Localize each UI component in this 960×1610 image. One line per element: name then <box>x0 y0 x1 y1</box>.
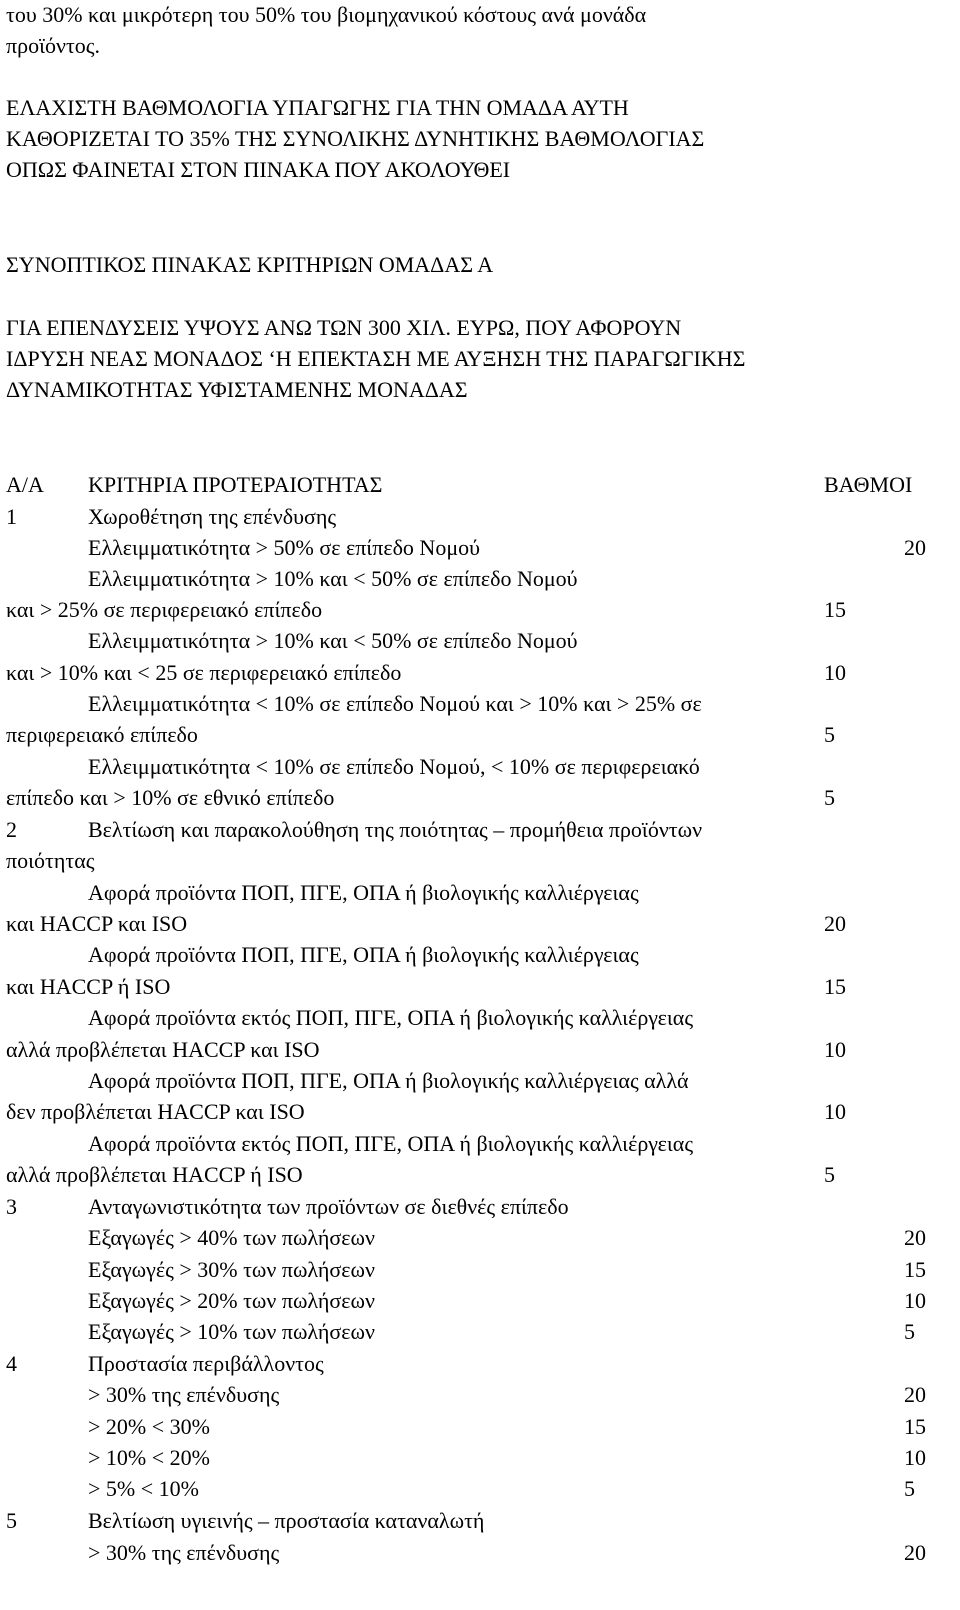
min-score-line-3: ΟΠΩΣ ΦΑΙΝΕΤΑΙ ΣΤΟΝ ΠΙΝΑΚΑ ΠΟΥ ΑΚΟΛΟΥΘΕΙ <box>6 157 511 182</box>
criterion-1-row-3-cont: και > 10% και < 25 σε περιφερειακό επίπεδο <box>6 660 402 685</box>
criterion-1-row-2-points: 15 <box>824 597 846 622</box>
criterion-1-row-5-cont: επίπεδο και > 10% σε εθνικό επίπεδο <box>6 785 335 810</box>
scope-line-1: ΓΙΑ ΕΠΕΝΔΥΣΕΙΣ ΥΨΟΥΣ ΑΝΩ ΤΩΝ 300 ΧΙΛ. ΕΥΡΩ, ΠΟΥ ΑΦΟΡΟΥΝ <box>6 315 682 340</box>
criterion-1-number: 1 <box>6 504 17 529</box>
criterion-1-row-2: Ελλειμματικότητα > 10% και < 50% σε επίπεδο Νομού <box>88 566 578 591</box>
criterion-3-row-2-points: 15 <box>904 1257 926 1282</box>
criterion-3-row-1-points: 20 <box>904 1225 926 1250</box>
criterion-2-title: Βελτίωση και παρακολούθηση της ποιότητας – προμήθεια προϊόντων <box>88 817 703 842</box>
intro-line-2: προϊόντος. <box>6 33 101 58</box>
criterion-4-row-2: > 20% < 30% <box>88 1414 210 1439</box>
criterion-2-row-1: Αφορά προϊόντα ΠΟΠ, ΠΓΕ, ΟΠΑ ή βιολογικής καλλιέργειας <box>88 880 639 905</box>
criterion-3-row-4: Εξαγωγές > 10% των πωλήσεων <box>88 1319 375 1344</box>
criterion-1-row-1-points: 20 <box>904 535 926 560</box>
criterion-4-title: Προστασία περιβάλλοντος <box>88 1351 324 1376</box>
criterion-2-row-3: Αφορά προϊόντα εκτός ΠΟΠ, ΠΓΕ, ΟΠΑ ή βιολογικής καλλιέργειας <box>88 1005 694 1030</box>
criterion-2-row-2-points: 15 <box>824 974 846 999</box>
criterion-2-row-3-cont: αλλά προβλέπεται HACCP και ISO <box>6 1037 320 1062</box>
criterion-2-row-1-points: 20 <box>824 911 846 936</box>
criterion-1-row-2-cont: και > 25% σε περιφερειακό επίπεδο <box>6 597 323 622</box>
header-points: ΒΑΘΜΟΙ <box>824 472 913 497</box>
criterion-1-row-3: Ελλειμματικότητα > 10% και < 50% σε επίπεδο Νομού <box>88 628 578 653</box>
criterion-1-row-4-points: 5 <box>824 722 835 747</box>
criterion-3-title: Ανταγωνιστικότητα των προϊόντων σε διεθνές επίπεδο <box>88 1194 569 1219</box>
criterion-2-row-3-points: 10 <box>824 1037 846 1062</box>
min-score-line-2: ΚΑΘΟΡΙΖΕΤΑΙ ΤΟ 35% ΤΗΣ ΣΥΝΟΛΙΚΗΣ ΔΥΝΗΤΙΚΗΣ ΒΑΘΜΟΛΟΓΙΑΣ <box>6 126 705 151</box>
criterion-2-row-4-points: 10 <box>824 1099 846 1124</box>
criterion-5-number: 5 <box>6 1508 17 1533</box>
criterion-3-number: 3 <box>6 1194 17 1219</box>
criterion-2-row-2-cont: και HACCP ή ISO <box>6 974 171 999</box>
min-score-line-1: ΕΛΑΧΙΣΤΗ ΒΑΘΜΟΛΟΓΙΑ ΥΠΑΓΩΓΗΣ ΓΙΑ ΤΗΝ ΟΜΑΔΑ ΑΥΤΗ <box>6 95 629 120</box>
criterion-1-row-4: Ελλειμματικότητα < 10% σε επίπεδο Νομού και > 10% και > 25% σε <box>88 691 702 716</box>
header-aa: Α/Α <box>6 472 44 497</box>
criterion-2-row-5: Αφορά προϊόντα εκτός ΠΟΠ, ΠΓΕ, ΟΠΑ ή βιολογικής καλλιέργειας <box>88 1131 694 1156</box>
table-title: ΣΥΝΟΠΤΙΚΟΣ ΠΙΝΑΚΑΣ ΚΡΙΤΗΡΙΩΝ ΟΜΑΔΑΣ Α <box>6 252 494 277</box>
scope-line-2: ΙΔΡΥΣΗ ΝΕΑΣ ΜΟΝΑΔΟΣ ‘Η ΕΠΕΚΤΑΣΗ ΜΕ ΑΥΞΗΣΗ ΤΗΣ ΠΑΡΑΓΩΓΙΚΗΣ <box>6 346 746 371</box>
scope-line-3: ΔΥΝΑΜΙΚΟΤΗΤΑΣ ΥΦΙΣΤΑΜΕΝΗΣ ΜΟΝΑΔΑΣ <box>6 377 468 402</box>
criterion-2-row-5-points: 5 <box>824 1162 835 1187</box>
criterion-5-title: Βελτίωση υγιεινής – προστασία καταναλωτή <box>88 1508 485 1533</box>
criterion-2-row-4-cont: δεν προβλέπεται HACCP και ISO <box>6 1099 305 1124</box>
criterion-4-row-1: > 30% της επένδυσης <box>88 1382 280 1407</box>
criterion-4-row-1-points: 20 <box>904 1382 926 1407</box>
criterion-4-row-3-points: 10 <box>904 1445 926 1470</box>
criterion-5-row-1-points: 20 <box>904 1540 926 1565</box>
header-criteria: ΚΡΙΤΗΡΙΑ ΠΡΟΤΕΡΑΙΟΤΗΤΑΣ <box>88 472 383 497</box>
criterion-4-number: 4 <box>6 1351 17 1376</box>
criterion-4-row-2-points: 15 <box>904 1414 926 1439</box>
criterion-1-row-5-points: 5 <box>824 785 835 810</box>
criterion-3-row-3-points: 10 <box>904 1288 926 1313</box>
criterion-3-row-2: Εξαγωγές > 30% των πωλήσεων <box>88 1257 375 1282</box>
criterion-2-title-cont: ποιότητας <box>6 848 95 873</box>
criterion-4-row-3: > 10% < 20% <box>88 1445 210 1470</box>
criterion-3-row-1: Εξαγωγές > 40% των πωλήσεων <box>88 1225 375 1250</box>
criterion-1-title: Χωροθέτηση της επένδυσης <box>88 504 337 529</box>
criterion-1-row-1: Ελλειμματικότητα > 50% σε επίπεδο Νομού <box>88 535 481 560</box>
criterion-2-row-2: Αφορά προϊόντα ΠΟΠ, ΠΓΕ, ΟΠΑ ή βιολογικής καλλιέργειας <box>88 942 639 967</box>
criterion-3-row-3: Εξαγωγές > 20% των πωλήσεων <box>88 1288 375 1313</box>
criterion-2-row-5-cont: αλλά προβλέπεται HACCP ή ISO <box>6 1162 303 1187</box>
criterion-1-row-4-cont: περιφερειακό επίπεδο <box>6 722 198 747</box>
criterion-4-row-4-points: 5 <box>904 1476 915 1501</box>
criterion-2-row-1-cont: και HACCP και ISO <box>6 911 188 936</box>
criterion-1-row-5: Ελλειμματικότητα < 10% σε επίπεδο Νομού, < 10% σε περιφερειακό <box>88 754 700 779</box>
criterion-3-row-4-points: 5 <box>904 1319 915 1344</box>
criterion-1-row-3-points: 10 <box>824 660 846 685</box>
criterion-2-row-4: Αφορά προϊόντα ΠΟΠ, ΠΓΕ, ΟΠΑ ή βιολογικής καλλιέργειας αλλά <box>88 1068 689 1093</box>
intro-line-1: του 30% και μικρότερη του 50% του βιομηχανικού κόστους ανά μονάδα <box>6 2 647 27</box>
criterion-5-row-1: > 30% της επένδυσης <box>88 1540 280 1565</box>
criterion-2-number: 2 <box>6 817 17 842</box>
criterion-4-row-4: > 5% < 10% <box>88 1476 199 1501</box>
